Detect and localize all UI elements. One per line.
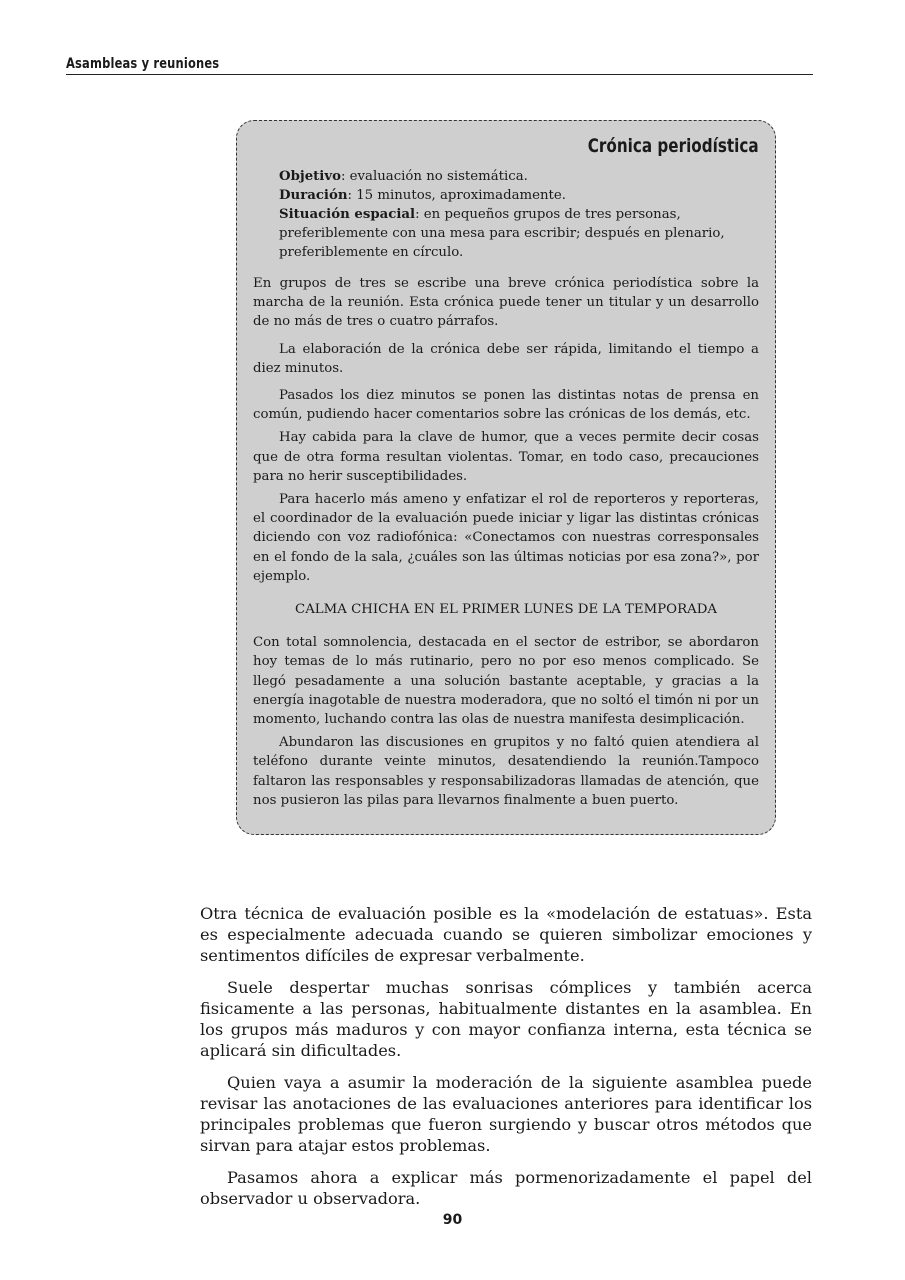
page-number: 90 xyxy=(442,1212,463,1228)
box-paragraph: En grupos de tres se escribe una breve crónica periodística sobre la marcha de la reunión. Esta crónica puede tener un titular y un desarrollo de no más de tres o cuatro párrafos. xyxy=(253,276,759,330)
article-paragraph: Abundaron las discusiones en grupitos y no faltó quien atendiera al teléfono durante veinte minutos, desatendiendo la reunión.Tampoco faltaron las responsables y responsabilizadoras llamadas de atención, que nos pusieron las pilas para llevarnos finalmente a buen puerto. xyxy=(253,735,759,808)
box-paragraph: La elaboración de la crónica debe ser rápida, limitando el tiempo a diez minutos. xyxy=(253,341,759,376)
running-header-title: Asambleas y reuniones xyxy=(66,56,220,72)
activity-title-text: Crónica periodística xyxy=(588,135,759,157)
box-paragraph: Hay cabida para la clave de humor, que a veces permite decir cosas que de otra forma resultan violentas. Tomar, en todo caso, precauciones para no herir susceptibilidades. xyxy=(253,430,759,484)
body-paragraph: Quien vaya a asumir la moderación de la siguiente asamblea puede revisar las anotaciones de las evaluaciones anteriores para identificar los principales problemas que fueron surgiendo y buscar otros métodos que sirvan para atajar estos problemas. xyxy=(200,1073,812,1155)
meta-label: Situación espacial xyxy=(279,207,416,222)
activity-box xyxy=(236,120,776,835)
activity-title xyxy=(253,135,759,157)
body-paragraph: Pasamos ahora a explicar más pormenorizadamente el papel del observador u observadora. xyxy=(200,1168,812,1208)
meta-value: : en pequeños grupos de tres personas, preferiblemente con una mesa para escribir; después en plenario, preferiblemente en círculo. xyxy=(279,207,725,260)
meta-objective xyxy=(279,167,759,186)
article-paragraph: Con total somnolencia, destacada en el sector de estribor, se abordaron hoy temas de lo más rutinario, pero no por eso menos complicado. Se llegó pesadamente a una solución bastante aceptable, y gracias a la energía inagotable de nuestra moderadora, que no soltó el timón ni por un momento, luchando contra las olas de nuestra manifesta desimplicación. xyxy=(253,635,759,728)
activity-meta xyxy=(279,167,759,262)
meta-label: Objetivo xyxy=(279,169,341,184)
meta-spatial xyxy=(279,205,759,262)
body-paragraph: Otra técnica de evaluación posible es la «modelación de estatuas». Esta es especialmente adecuada cuando se quieren simbolizar emociones y sentimentos difíciles de expresar verbalmente. xyxy=(200,904,812,965)
running-header xyxy=(66,56,813,75)
box-paragraph: Pasados los diez minutos se ponen las distintas notas de prensa en común, pudiendo hacer comentarios sobre las crónicas de los demás, etc. xyxy=(253,388,759,423)
box-paragraph: Para hacerlo más ameno y enfatizar el rol de reporteros y reporteras, el coordinador de la evaluación puede iniciar y ligar las distintas crónicas diciendo con voz radiofónica: «Conectamos con nuestras corresponsales en el fondo de la sala, ¿cuáles son las últimas noticias por esa zona?», por ejemplo. xyxy=(253,492,759,584)
body-paragraph: Suele despertar muchas sonrisas cómplices y también acerca fisicamente a las personas, habitualmente distantes en la asamblea. En los grupos más maduros y con mayor confianza interna, esta técnica se aplicará sin dificultades. xyxy=(200,978,812,1060)
meta-value: : evaluación no sistemática. xyxy=(340,169,528,184)
meta-value: : 15 minutos, aproximadamente. xyxy=(347,188,566,203)
main-body xyxy=(200,903,812,1220)
article-headline: CALMA CHICHA EN EL PRIMER LUNES DE LA TEMPORADA xyxy=(295,602,717,618)
meta-duration xyxy=(279,186,759,205)
meta-label: Duración xyxy=(279,188,348,203)
